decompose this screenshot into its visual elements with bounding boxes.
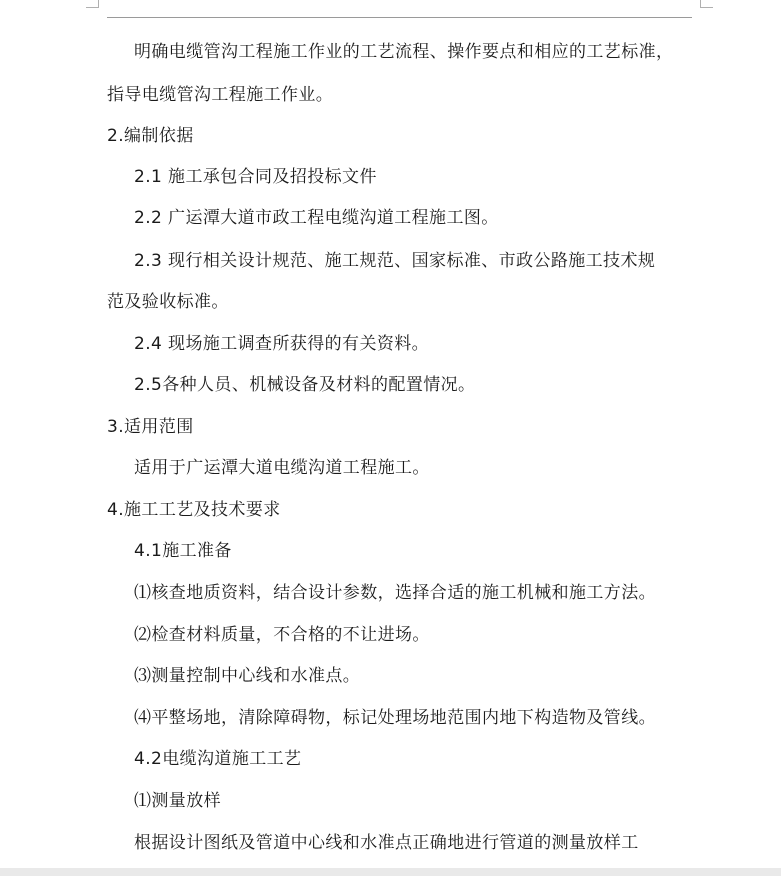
list-item: ⑴测量放样 [134,791,221,811]
paragraph-line: 适用于广运潭大道电缆沟道工程施工。 [134,458,430,478]
paragraph-line: 指导电缆管沟工程施工作业。 [107,85,334,105]
section-heading: 4.施工工艺及技术要求 [107,500,281,520]
subsection-heading: 4.2电缆沟道施工工艺 [134,749,302,769]
header-rule [107,17,692,18]
list-item: 2.3 现行相关设计规范、施工规范、国家标准、市政公路施工技术规 [134,251,656,271]
section-heading: 2.编制依据 [107,126,194,146]
list-item: 2.5各种人员、机械设备及材料的配置情况。 [134,375,476,395]
paragraph-line: 根据设计图纸及管道中心线和水准点正确地进行管道的测量放样工 [134,833,639,853]
list-item: 2.2 广运潭大道市政工程电缆沟道工程施工图。 [134,208,499,228]
list-item: ⑶测量控制中心线和水准点。 [134,666,361,686]
section-heading: 3.适用范围 [107,417,194,437]
list-item: 2.4 现场施工调查所获得的有关资料。 [134,334,430,354]
paragraph-line: 明确电缆管沟工程施工作业的工艺流程、操作要点和相应的工艺标准， [134,42,674,62]
subsection-heading: 4.1施工准备 [134,541,232,561]
paragraph-line: 范及验收标准。 [107,292,229,312]
margin-corner-mark-right [700,0,713,8]
page-bottom-edge [0,868,781,876]
list-item: ⑷平整场地，清除障碍物，标记处理场地范围内地下构造物及管线。 [134,708,656,728]
list-item: ⑴核查地质资料，结合设计参数，选择合适的施工机械和施工方法。 [134,583,656,603]
margin-corner-mark-left [86,0,99,8]
list-item: ⑵检查材料质量，不合格的不让进场。 [134,625,430,645]
list-item: 2.1 施工承包合同及招投标文件 [134,167,377,187]
